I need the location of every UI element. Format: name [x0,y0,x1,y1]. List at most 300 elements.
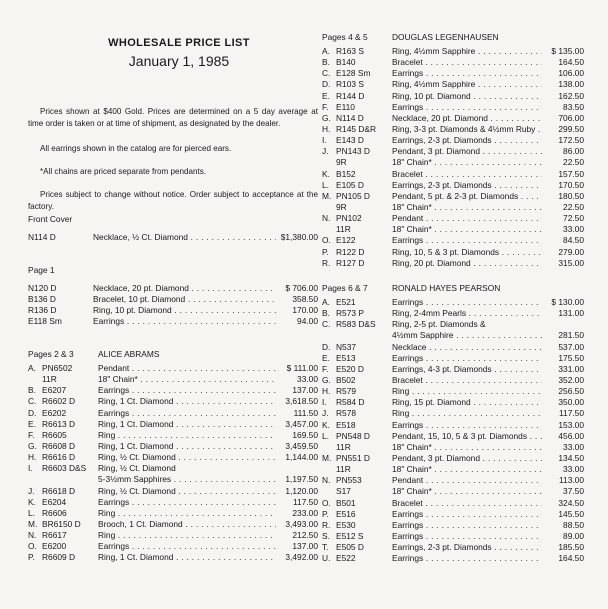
item-description: Ring, 20 pt. Diamond . . . [392,258,542,269]
item-price: 117.50 [293,496,318,507]
price-list-row [322,135,584,146]
item-description: Earrings . . . [392,520,542,531]
price-list-row [322,431,584,442]
item-price: $1,380.00 [280,232,318,242]
item-description: Brooch, 1 Ct. Diamond . . . [98,519,276,530]
price-list-row [28,363,318,374]
item-letter: N. [322,475,331,486]
item-price: 86.00 [563,146,584,157]
item-code: PN553 [336,475,362,486]
item-letter: K. [28,496,36,507]
item-letter: H. [322,123,331,134]
item-code: R578 [336,408,357,419]
item-letter: M. [322,190,332,201]
item-price: 89.00 [563,530,584,541]
item-letter: O. [28,541,37,552]
item-code: E521 [336,297,356,307]
item-price: 175.50 [558,352,584,363]
item-price: 137.00 [292,541,318,552]
item-letter: O. [322,497,331,508]
item-price: 324.50 [558,497,584,508]
item-description: Earrings . . . [98,385,276,396]
item-code: E128 Sm [336,68,371,79]
price-list-row [322,180,584,191]
vendor-name: ALICE ABRAMS [98,349,160,359]
item-code: 9R [336,201,347,212]
item-description: Ring, 1 Ct. Diamond . . . [98,441,276,452]
item-code: B501 [336,497,356,508]
item-description: Pendant . . . [392,213,542,224]
item-description: 18" Chain* . . . [392,224,542,235]
item-description: Earrings . . . [392,297,542,308]
item-description: Necklace, 20 pt. Diamond . . . [93,283,276,294]
item-description: 5-3½mm Sapphires . . . [98,474,276,485]
item-price: 22.50 [563,201,584,212]
note-chains: *All chains are priced separate from pendants. [40,167,207,176]
section-page-1 [28,265,318,328]
item-price: 1,144.00 [285,452,318,463]
item-code: R6618 D [42,485,76,496]
price-list-row [322,464,584,475]
price-list-row [322,146,584,157]
item-description: Ring, 10 pt. Diamond . . . [93,305,276,316]
item-price: 3,459.50 [285,440,318,451]
section-heading [322,32,584,46]
item-description: Earrings . . . [392,420,542,431]
item-description: Pendant, 15, 10, 5 & 3 pt. Diamonds . . . [392,431,542,442]
price-list-row [322,319,584,330]
item-description: Earrings . . . [392,68,542,79]
item-letter: D. [322,341,331,352]
price-list-row [28,305,318,316]
item-description: Ring . . . [98,508,276,519]
item-code: 11R [336,224,351,235]
item-code: E6207 [42,385,67,396]
item-code: E513 [336,352,356,363]
item-description: Ring, 1 Ct. Diamond . . . [98,419,276,430]
item-price: 162.50 [558,90,584,101]
item-price: 83.50 [563,101,584,112]
section-pages-4-5 [322,32,584,269]
item-letter: A. [322,297,330,307]
item-letter: G. [322,112,331,123]
item-code: N120 D [28,283,57,293]
item-letter: L. [322,430,329,441]
section-heading [28,214,318,228]
price-list-row [322,308,584,319]
item-code: E122 [336,235,356,246]
item-code: R573 P [336,308,364,319]
price-list-row [28,374,318,385]
price-list-row [28,452,318,463]
item-code: R145 D&R [336,123,377,134]
item-code: 11R [336,464,351,475]
item-description: Earrings, 4-3 pt. Diamonds . . . [392,364,542,375]
item-description: Ring, 2-4mm Pearls . . . [392,308,542,319]
item-price: 33.00 [563,464,584,475]
note-pierced-ears: All earrings shown in the catalog are for pierced ears. [40,144,232,153]
item-description: Bracelet . . . [392,375,542,386]
item-price: 456.00 [558,430,584,441]
item-code: R6605 [42,429,67,440]
item-description: Earrings . . . [98,541,276,552]
item-description: Earrings . . . [392,531,542,542]
item-code: PN102 [336,213,362,224]
item-description: Necklace, 20 pt. Diamond . . . [392,113,542,124]
item-code: PN551 D [336,452,370,463]
item-code: R6616 D [42,452,76,463]
item-code: N537 [336,341,357,352]
item-description: Pendant, 3 pt. Diamond . . . [392,146,542,157]
note-gold-pricing: Prices shown at $400 Gold. Prices are determined on a 5 day average at time order is taken or at time of shipment, as designated by the dealer. [28,107,318,128]
price-list-row [322,553,584,564]
item-letter: F. [28,429,35,440]
item-letter: P. [322,246,329,257]
item-code: E118 Sm [28,316,62,327]
item-description: 18" Chain* . . . [392,464,542,475]
price-list-row [322,375,584,386]
item-price: 256.50 [558,386,584,397]
item-description: Earrings, 2-3 pt. Diamonds . . . [392,135,542,146]
price-list-row [28,396,318,407]
item-letter: L. [28,507,35,518]
section-heading [28,265,318,279]
item-letter: M. [28,518,38,529]
price-list-row [28,486,318,497]
item-letter: S. [322,530,330,541]
item-code: E505 D [336,542,364,553]
section-front-cover [28,214,318,243]
item-price: 331.00 [558,363,584,374]
item-code: R127 D [336,257,365,268]
item-description: 18" Chain* . . . [98,374,276,385]
item-code: R6603 D&S [42,463,87,474]
price-list-row [322,157,584,168]
price-list-row [28,552,318,563]
item-code: PN548 D [336,430,370,441]
item-price: 138.00 [558,79,584,90]
item-description: Bracelet . . . [392,498,542,509]
item-price: 33.00 [297,374,318,385]
item-code: S17 [336,486,351,497]
item-code: 11R [336,441,351,452]
item-code: B502 [336,374,356,385]
price-list-row [322,102,584,113]
item-price: 22.50 [563,157,584,168]
item-description: Ring, ½ Ct. Diamond . . . [98,452,276,463]
item-price: $ 130.00 [551,297,584,307]
price-list-row [322,498,584,509]
item-letter: E. [322,352,330,363]
price-list-row [28,419,318,430]
item-description: 18" Chain* . . . [392,202,542,213]
item-letter: F. [322,101,329,112]
price-list-row [322,509,584,520]
item-price: 3,457.00 [285,418,318,429]
item-code: PN105 D [336,190,370,201]
item-letter: R. [322,519,331,530]
price-list-row [322,46,584,57]
item-description: Pendant, 5 pt. & 2-3 pt. Diamonds . . . [392,191,542,202]
item-code: R6609 D [42,552,76,563]
item-letter: J. [322,146,329,157]
item-description: Pendant . . . [392,475,542,486]
item-code: B152 [336,168,356,179]
price-list-row [28,316,318,327]
item-price: 212.50 [292,530,318,541]
section-pages-2-3 [28,349,318,564]
price-list-row [322,57,584,68]
item-letter: B. [28,385,36,396]
price-list-row [322,442,584,453]
vendor-name: DOUGLAS LEGENHAUSEN [392,32,499,42]
item-price: 88.50 [563,519,584,530]
item-code: E516 [336,508,356,519]
price-list-row [322,342,584,353]
price-list-row [322,247,584,258]
item-code: R579 [336,386,357,397]
item-letter: G. [28,440,37,451]
item-description: 18" Chain* . . . [392,157,542,168]
item-description: Ring . . . [392,386,542,397]
section-pages-label: Front Cover [28,214,73,224]
item-code: R6617 [42,530,67,541]
item-price: 315.00 [558,257,584,268]
item-price: 164.50 [558,553,584,564]
price-list-row [28,508,318,519]
item-description: Ring, ½ Ct. Diamond [98,463,176,474]
price-list-row [322,475,584,486]
section-pages-label: Pages 2 & 3 [28,349,74,359]
item-price: 1,197.50 [285,474,318,485]
section-pages-label: Pages 6 & 7 [322,283,368,293]
item-letter: N. [322,213,331,224]
item-description: 18" Chain* . . . [392,486,542,497]
item-letter: M. [322,452,332,463]
item-price: 170.00 [292,305,318,316]
item-price: 117.50 [559,408,584,419]
item-description: Ring, 3-3 pt. Diamonds & 4½mm Ruby . . . [392,124,542,135]
item-price: 180.50 [558,190,584,201]
item-price: 164.50 [558,57,584,68]
item-letter: I. [322,135,327,146]
item-letter: N. [28,530,37,541]
item-code: PN6502 [42,363,73,373]
price-list-row [28,474,318,485]
item-description: Pendant . . . [98,363,276,374]
item-letter: K. [322,168,330,179]
item-code: E105 D [336,179,364,190]
item-code: R6602 D [42,396,76,407]
item-price: 358.50 [292,294,318,305]
item-code: R6606 [42,507,67,518]
price-list-row [28,408,318,419]
price-list-row [28,530,318,541]
price-list-row [28,430,318,441]
section-pages-label: Pages 4 & 5 [322,32,368,42]
item-description: 18" Chain* . . . [392,442,542,453]
item-letter: A. [28,363,36,373]
item-description: Ring, 1 Ct. Diamond . . . [98,396,276,407]
item-letter: F. [322,363,329,374]
item-letter: A. [322,46,330,56]
price-list-row [322,397,584,408]
price-list-row [322,235,584,246]
item-code: 9R [336,157,347,168]
item-description: Earrings, 2-3 pt. Diamonds . . . [392,542,542,553]
item-price: 157.50 [558,168,584,179]
item-description: Ring, 4½mm Sapphire . . . [392,79,542,90]
item-code: R103 S [336,79,364,90]
price-list-row [322,191,584,202]
item-code: E6200 [42,541,67,552]
note-change-notice: Prices subject to change without notice. Order subject to acceptance at the factory. [28,190,318,211]
item-price: 137.00 [292,385,318,396]
item-code: R163 S [336,46,364,56]
item-code: R136 D [28,305,57,316]
price-list-row [322,386,584,397]
item-code: E530 [336,519,356,530]
item-letter: B. [322,57,330,68]
section-heading [322,283,584,297]
item-code: R6608 D [42,440,76,451]
item-description: Necklace, ½ Ct. Diamond . . . [93,232,276,243]
item-letter: G. [322,374,331,385]
item-description: Earrings, 2-3 pt. Diamonds . . . [392,180,542,191]
item-code: R584 D [336,397,365,408]
item-code: E6202 [42,407,67,418]
item-code: 11R [42,374,57,385]
item-code: E522 [336,553,356,564]
price-list-row [322,258,584,269]
item-price: 706.00 [558,112,584,123]
price-list-row [322,91,584,102]
item-description: Pendant, 3 pt. Diamond . . . [392,453,542,464]
item-price: 185.50 [558,542,584,553]
price-list-row [28,519,318,530]
item-code: PN143 D [336,146,370,157]
item-description: Ring, 10 pt. Diamond . . . [392,91,542,102]
item-letter: K. [322,419,330,430]
item-price: $ 706.00 [285,283,318,293]
item-description: Necklace . . . [392,342,542,353]
document-title: WHOLESALE PRICE LIST [108,37,250,49]
section-pages-6-7 [322,283,584,564]
price-list-row [322,113,584,124]
item-description: Earrings . . . [392,235,542,246]
item-description: Ring . . . [98,430,276,441]
item-description: Ring . . . [392,408,542,419]
item-price: 131.00 [558,308,584,319]
price-list-row [28,441,318,452]
item-price: 106.00 [558,68,584,79]
item-description: Ring, 1 Ct. Diamond . . . [98,552,276,563]
item-price: 169.50 [292,429,318,440]
item-description: Earrings . . . [98,497,276,508]
price-list-row [322,408,584,419]
item-price: 172.50 [558,135,584,146]
item-price: 233.00 [292,507,318,518]
item-letter: E. [28,418,36,429]
price-list-row [322,486,584,497]
price-list-row [28,385,318,396]
item-price: 145.50 [558,508,584,519]
item-code: R122 D [336,246,365,257]
item-price: 72.50 [563,213,584,224]
price-list-row [322,353,584,364]
item-description: Ring, ½ Ct. Diamond . . . [98,486,276,497]
item-letter: H. [28,452,37,463]
price-list-row [322,224,584,235]
item-description: Ring, 2-5 pt. Diamonds & [392,319,486,330]
price-list-row [28,232,318,243]
item-price: 3,493.00 [285,518,318,529]
item-description: Ring . . . [98,530,276,541]
price-list-row [322,453,584,464]
price-list-row [322,169,584,180]
item-code: R583 D&S [336,319,376,330]
item-letter: U. [322,553,331,564]
price-list-row [322,213,584,224]
item-description: Earrings . . . [98,408,276,419]
item-price: 37.50 [563,486,584,497]
price-list-row [322,124,584,135]
item-description: 4½mm Sapphire . . . [392,330,542,341]
item-price: 134.50 [558,452,584,463]
item-code: E512 S [336,530,364,541]
item-letter: R. [322,257,331,268]
item-code: R144 D [336,90,365,101]
item-price: 279.00 [558,246,584,257]
price-list-row [28,294,318,305]
section-heading [28,349,318,363]
item-letter: C. [322,319,331,330]
item-price: 3,618.50 [285,396,318,407]
item-letter: L. [322,179,329,190]
item-price: $ 111.00 [286,363,318,373]
price-list-row [322,297,584,308]
item-letter: I. [322,397,327,408]
item-description: Earrings . . . [392,102,542,113]
item-code: N114 D [336,112,364,123]
item-description: Earrings . . . [392,509,542,520]
price-list-row [322,68,584,79]
item-price: 1,120.00 [285,485,318,496]
item-letter: E. [322,90,330,101]
item-letter: C. [28,396,37,407]
item-price: 153.00 [558,419,584,430]
item-price: 33.00 [563,441,584,452]
item-letter: D. [28,407,37,418]
item-price: 94.00 [297,316,318,327]
item-price: 350.00 [558,397,584,408]
vendor-name: RONALD HAYES PEARSON [392,283,501,293]
item-price: 352.00 [558,374,584,385]
section-pages-label: Page 1 [28,265,55,275]
item-price: 113.00 [559,475,584,486]
item-letter: J. [322,408,329,419]
item-price: 281.50 [558,330,584,341]
item-description: Ring, 10, 5 & 3 pt. Diamonds . . . [392,247,542,258]
item-letter: O. [322,235,331,246]
item-letter: P. [28,552,35,563]
item-code: E6204 [42,496,67,507]
item-description: Bracelet . . . [392,169,542,180]
item-price: 84.50 [563,235,584,246]
item-code: R6613 D [42,418,76,429]
item-description: Earrings . . . [392,553,542,564]
price-list-row [322,520,584,531]
